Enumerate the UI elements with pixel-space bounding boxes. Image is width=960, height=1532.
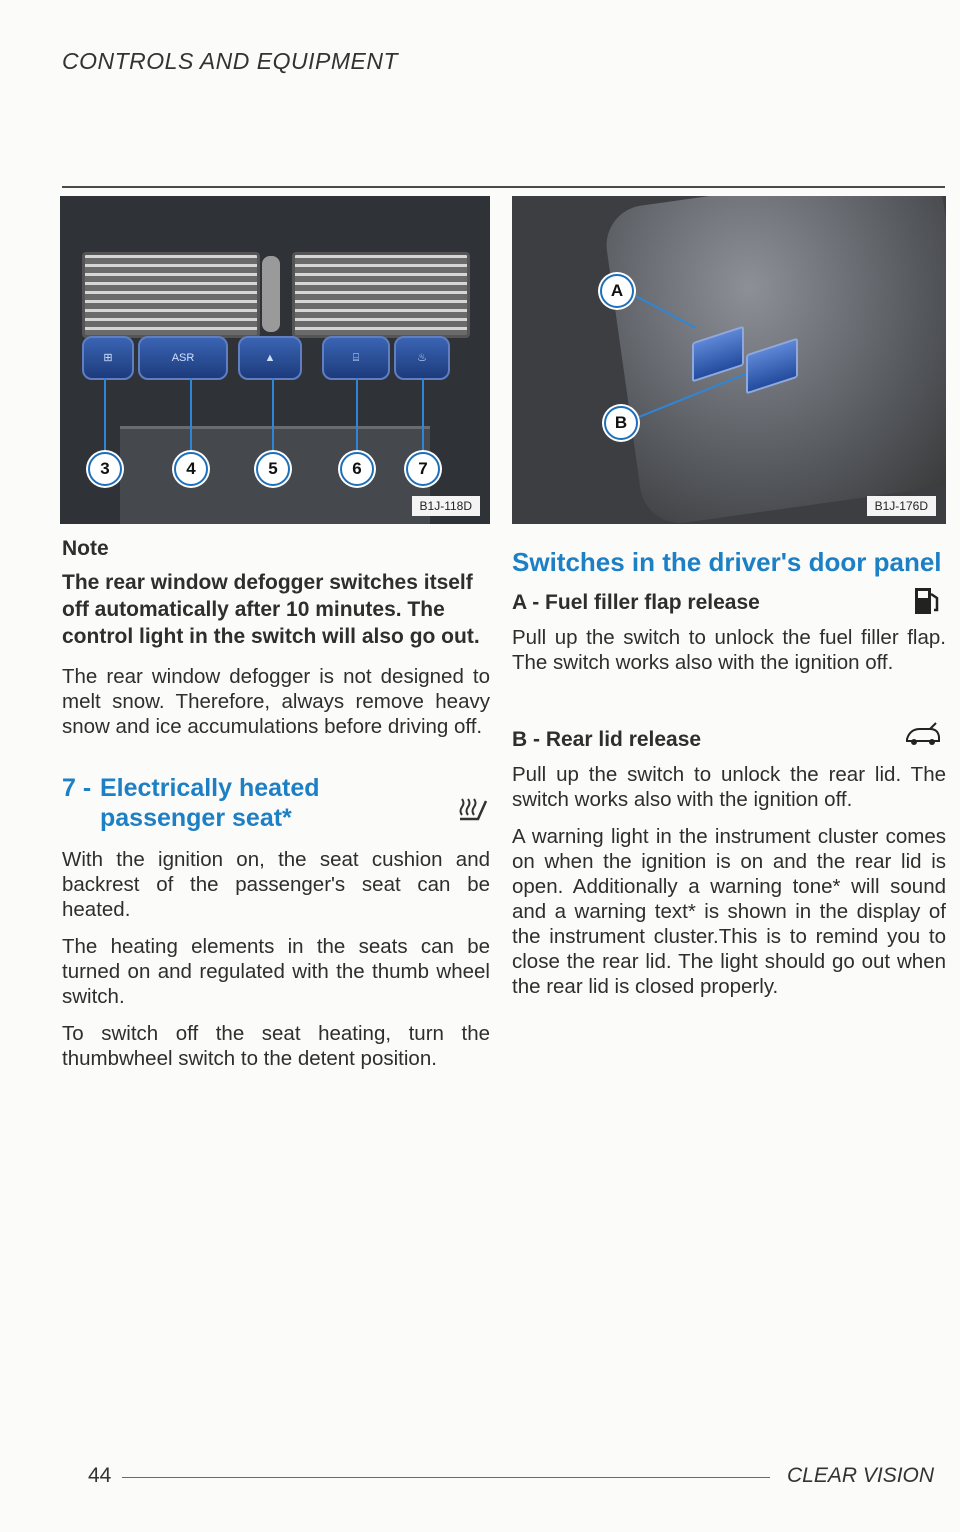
switch-hazard-icon: ▲: [238, 336, 302, 380]
figure-code: B1J-176D: [867, 496, 936, 516]
leader-line-4: [190, 378, 192, 454]
section-heading-heated-seat: [62, 773, 490, 833]
note-title: Note: [62, 537, 109, 560]
spacer: [512, 687, 946, 717]
seat-heating-icon: [456, 795, 490, 825]
section-heading-door-switches: Switches in the driver's door panel: [512, 547, 942, 577]
car-rear-lid-icon: [904, 721, 942, 747]
callout-6: 6: [340, 452, 374, 486]
footer-brand: CLEAR VISION: [787, 1464, 935, 1487]
left-column: [62, 536, 490, 1083]
section-paragraph-3: To switch off the seat heating, turn the thumbwheel switch to the detent position.: [62, 1022, 490, 1070]
item-b-text-2: A warning light in the instrument cluster comes on when the ignition is on and the rear lid is open. Additionally a warning tone* will sound and a warning text* is shown in the display of the instrument cluster.This is to remind you to close the rear lid. The light should go out when the rear lid is closed properly.: [512, 825, 946, 998]
item-a-text: Pull up the switch to unlock the fuel filler flap. The switch works also with the ignition off.: [512, 626, 946, 674]
page-header: CONTROLS AND EQUIPMENT: [62, 48, 399, 74]
callout-4: 4: [174, 452, 208, 486]
section-title-line2: passenger seat*: [100, 804, 292, 832]
right-column: [512, 546, 946, 1011]
item-b-heading: [512, 727, 946, 752]
section-title-line1: Electrically heated: [100, 774, 320, 802]
fuel-pump-icon: [912, 584, 942, 616]
leader-line-5: [272, 378, 274, 454]
switch-seat-heating-icon: ♨: [394, 336, 450, 380]
header-rule: [62, 186, 945, 188]
switch-rear-defogger-icon: ⌸: [322, 336, 390, 380]
callout-3: 3: [88, 452, 122, 486]
callout-a: A: [600, 274, 634, 308]
item-b-text-1: Pull up the switch to unlock the rear lid. The switch works also with the ignition off.: [512, 763, 946, 811]
switch-asr: ASR: [138, 336, 228, 380]
air-vent-right: [292, 252, 470, 338]
dashboard-switches-figure: [60, 196, 490, 524]
section-paragraph-1: With the ignition on, the seat cushion and backrest of the passenger's seat can be heated.: [62, 848, 490, 921]
callout-5: 5: [256, 452, 290, 486]
page-number: 44: [88, 1464, 112, 1487]
air-vent-left: [82, 252, 260, 338]
callout-7: 7: [406, 452, 440, 486]
item-a-heading-text: A - Fuel filler flap release: [512, 591, 760, 614]
leader-line-3: [104, 378, 106, 454]
leader-line-7: [422, 378, 424, 454]
switch-defogger-icon: ⊞: [82, 336, 134, 380]
section-number: 7 -: [62, 774, 92, 802]
door-panel-figure: [512, 196, 946, 524]
leader-line-6: [356, 378, 358, 454]
footer-rule: [122, 1477, 770, 1478]
section-paragraph-2: The heating elements in the seats can be turned on and regulated with the thumb wheel switch.: [62, 935, 490, 1008]
figure-code: B1J-118D: [412, 496, 480, 516]
note-text: The rear window defogger is not designed to melt snow. Therefore, always remove heavy snow and ice accumulations before driving off.: [62, 665, 490, 738]
note-bold-text: The rear window defogger switches itself off automatically after 10 minutes. The control light in the switch will also go out.: [62, 571, 480, 648]
vent-thumbwheel: [262, 256, 280, 332]
callout-b: B: [604, 406, 638, 440]
item-b-heading-text: B - Rear lid release: [512, 728, 702, 751]
item-a-heading: [512, 590, 946, 615]
